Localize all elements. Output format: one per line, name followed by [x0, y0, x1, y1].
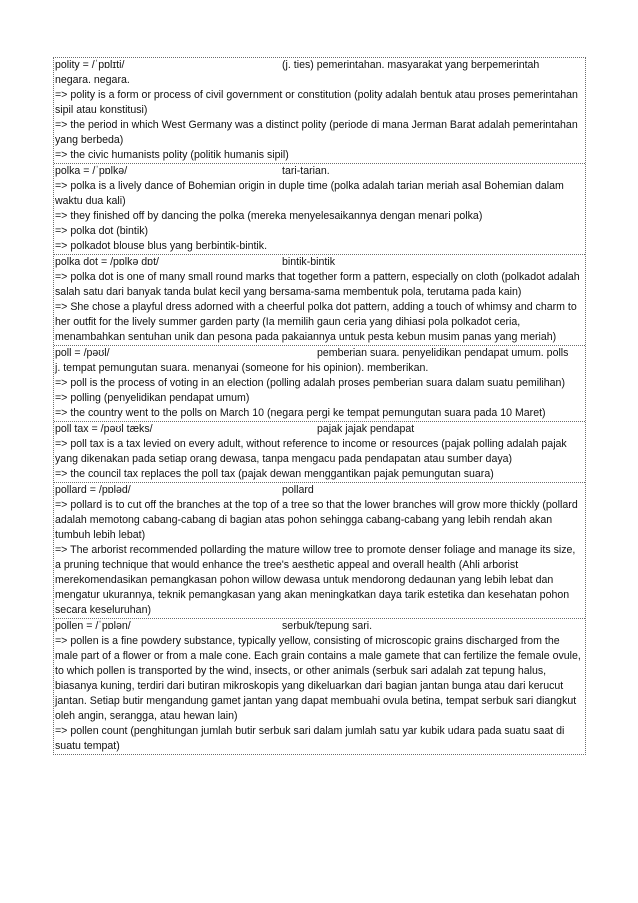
- entry-translation: (j. ties) pemerintahan. masyarakat yang berpemerintah: [282, 59, 540, 71]
- example-line: => pollard is to cut off the branches at the top of a tree so that the lower branches will grow more thickly (pollard adalah memotong cabang-cabang di bagian atas pohon sehingga cabang-cabang yang lebih rendah akan tumbuh lebih lebat): [55, 499, 578, 541]
- example-line: => The arborist recommended pollarding the mature willow tree to promote denser foliage and manage its size, a pruning technique that would enhance the tree's aesthetic appeal and overall health (Ahli arborist merekomendasikan pemangkasan pohon willow dewasa untuk mendorong dedaunan yang lebih lebat dan mengatur ukurannya, teknik pemangkasan yang akan meningkatkan daya tarik estetika dan kesehatan pohon secara keseluruhan): [55, 544, 576, 616]
- entry-translation: serbuk/tepung sari.: [282, 620, 373, 632]
- translation-continuation: j. tempat pemungutan suara. menanyai (someone for his opinion). memberikan.: [55, 362, 429, 374]
- entry-header: [55, 346, 584, 361]
- entry-term: pollard = /pɒləd/: [55, 484, 131, 496]
- entry-header: [55, 619, 584, 634]
- entry-header: [55, 164, 584, 179]
- example-line: => polka dot is one of many small round marks that together form a pattern, especially on cloth (polkadot adalah salah satu dari banyak tanda bulat kecil yang bersama-sama membentuk pola, terutama pada kain): [55, 271, 580, 298]
- dictionary-entry: [54, 255, 585, 346]
- entry-translation: pajak jajak pendapat: [317, 423, 415, 435]
- dictionary-entry: [54, 483, 585, 619]
- dictionary-table: [53, 57, 586, 755]
- example-line: => polka is a lively dance of Bohemian origin in duple time (polka adalah tarian meriah asal Bohemian dalam waktu dua kali): [55, 180, 564, 207]
- entry-header: [55, 483, 584, 498]
- example-line: => pollen is a fine powdery substance, typically yellow, consisting of microscopic grains discharged from the male part of a flower or from a male cone. Each grain contains a male gamete that can fertilize the female ovule, to which pollen is transported by the wind, insects, or other animals (serbuk sari adalah zat tepung halus, biasanya kuning, terdiri dari butiran mikroskopis yang dikeluarkan dari bagian jantan bunga atau dari kerucut jantan. Setiap butir mengandung gamet jantan yang dapat membuahi ovula betina, tempat serbuk sari diangkut oleh angin, serangga, atau hewan lain): [55, 635, 581, 722]
- dictionary-entry: [54, 346, 585, 422]
- example-line: => polling (penyelidikan pendapat umum): [55, 392, 250, 404]
- example-line: => they finished off by dancing the polka (mereka menyelesaikannya dengan menari polka): [55, 210, 483, 222]
- entry-translation: pemberian suara. penyelidikan pendapat umum. polls: [317, 347, 569, 359]
- example-line: => She chose a playful dress adorned with a cheerful polka dot pattern, adding a touch of whimsy and charm to her outfit for the lively summer garden party (Ia memilih gaun ceria yang dihiasi pola polkadot ceria, menambahkan sentuhan unik dan pesona pada pakaiannya untuk pesta kebun musim panas yang meriah): [55, 301, 577, 343]
- entry-term: poll tax = /pəʊl tæks/: [55, 423, 153, 435]
- example-line: => poll is the process of voting in an election (polling adalah proses pemberian suara dalam suatu pemilihan): [55, 377, 565, 389]
- entry-translation: bintik-bintik: [282, 256, 335, 268]
- example-line: => the period in which West Germany was a distinct polity (periode di mana Jerman Barat adalah pemerintahan yang berbeda): [55, 119, 578, 146]
- dictionary-entry: [54, 164, 585, 255]
- example-line: => poll tax is a tax levied on every adult, without reference to income or resources (pajak polling adalah pajak yang dikenakan pada setiap orang dewasa, tanpa mengacu pada pendapatan atau sumber daya): [55, 438, 567, 465]
- entry-header: [55, 255, 584, 270]
- entry-term: pollen = /ˈpɒlən/: [55, 620, 131, 632]
- example-line: => polity is a form or process of civil government or constitution (polity adalah bentuk atau proses pemerintahan sipil atau konstitusi): [55, 89, 578, 116]
- entry-header: [55, 58, 584, 73]
- example-line: => polkadot blouse blus yang berbintik-bintik.: [55, 240, 268, 252]
- entry-translation: tari-tarian.: [282, 165, 330, 177]
- entry-term: polity = /ˈpɒlɪti/: [55, 59, 125, 71]
- entry-term: polka = /ˈpɒlkə/: [55, 165, 128, 177]
- entry-term: polka dot = /pɒlkə dɒt/: [55, 256, 159, 268]
- example-line: => pollen count (penghitungan jumlah butir serbuk sari dalam jumlah satu yar kubik udara pada suatu saat di suatu tempat): [55, 725, 565, 752]
- dictionary-entry: [54, 422, 585, 483]
- entry-header: [55, 422, 584, 437]
- example-line: => the council tax replaces the poll tax (pajak dewan menggantikan pajak pemungutan suara): [55, 468, 494, 480]
- dictionary-entry: [54, 58, 585, 164]
- entry-term: poll = /pəʊl/: [55, 347, 110, 359]
- entry-translation: pollard: [282, 484, 314, 496]
- example-line: => the civic humanists polity (politik humanis sipil): [55, 149, 289, 161]
- example-line: => the country went to the polls on March 10 (negara pergi ke tempat pemungutan suara pada 10 Maret): [55, 407, 546, 419]
- dictionary-entry: [54, 619, 585, 754]
- translation-continuation: negara. negara.: [55, 74, 130, 86]
- example-line: => polka dot (bintik): [55, 225, 149, 237]
